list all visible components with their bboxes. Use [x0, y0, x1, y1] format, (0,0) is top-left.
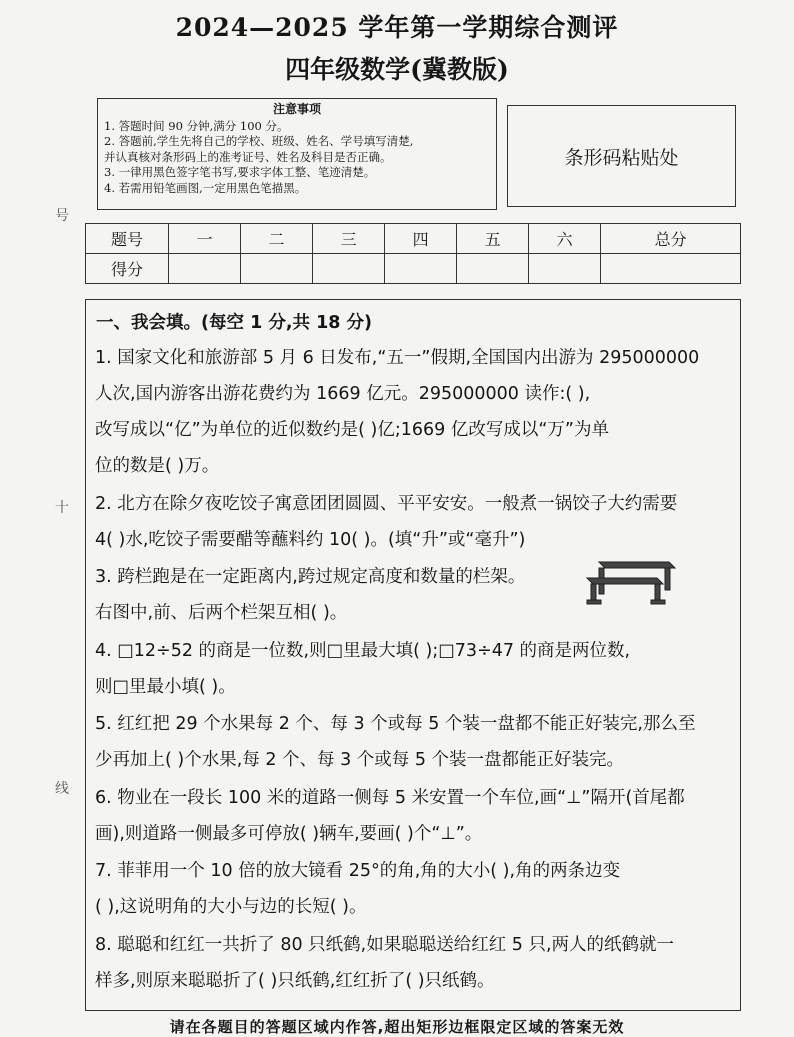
score-header-cell: 六	[529, 224, 601, 254]
notice-item: 2. 答题前,学生先将自己的学校、班级、姓名、学号填写清楚,	[104, 134, 414, 148]
question-line: 则□里最小填( )。	[95, 677, 236, 697]
question-line: 位的数是( )万。	[95, 456, 220, 476]
score-header-cell: 四	[385, 224, 457, 254]
question-line: 3. 跨栏跑是在一定距离内,跨过规定高度和数量的栏架。	[95, 567, 526, 587]
footer-note: 请在各题目的答题区域内作答,超出矩形边框限定区域的答案无效	[169, 1018, 625, 1036]
notice-item: 并认真核对条形码上的准考证号、姓名及科目是否正确。	[104, 149, 392, 164]
score-table-header-row	[86, 224, 741, 254]
score-cell[interactable]	[169, 254, 241, 284]
section-heading: 一、我会填。(每空 1 分,共 18 分)	[96, 313, 373, 333]
question-line: 7. 菲菲用一个 10 倍的放大镜看 25°的角,角的大小( ),角的两条边变	[95, 861, 621, 881]
question-line: 右图中,前、后两个栏架互相( )。	[95, 603, 348, 623]
score-cell[interactable]	[601, 254, 741, 284]
score-header-cell: 二	[241, 224, 313, 254]
score-table	[85, 223, 741, 284]
notice-box	[97, 98, 497, 210]
score-header-cell: 总分	[601, 224, 741, 254]
barcode-area	[507, 105, 736, 207]
score-cell[interactable]	[313, 254, 385, 284]
score-table-score-row	[86, 254, 741, 284]
notice-heading: 注意事项	[272, 102, 321, 116]
question-line: ( ),这说明角的大小与边的长短( )。	[95, 897, 367, 917]
margin-mark: 十	[55, 500, 69, 516]
score-header-cell: 题号	[86, 224, 169, 254]
score-cell[interactable]	[385, 254, 457, 284]
score-cell[interactable]	[241, 254, 313, 284]
question-line: 画),则道路一侧最多可停放( )辆车,要画( )个“⊥”。	[95, 824, 483, 844]
question-line: 6. 物业在一段长 100 米的道路一侧每 5 米安置一个车位,画“⊥”隔开(首尾都	[95, 788, 685, 808]
notice-item: 1. 答题时间 90 分钟,满分 100 分。	[104, 118, 289, 133]
score-row-label: 得分	[86, 254, 169, 284]
exam-title: 2024—2025 学年第一学期综合测评	[175, 13, 619, 42]
score-header-cell: 五	[457, 224, 529, 254]
hurdle-illustration	[585, 548, 685, 606]
notice-item: 3. 一律用黑色签字笔书写,要求字体工整、笔迹清楚。	[104, 165, 376, 179]
question-line: 8. 聪聪和红红一共折了 80 只纸鹤,如果聪聪送给红红 5 只,两人的纸鹤就一	[95, 935, 675, 955]
question-line: 2. 北方在除夕夜吃饺子寓意团团圆圆、平平安安。一般煮一锅饺子大约需要	[95, 494, 678, 514]
score-cell[interactable]	[457, 254, 529, 284]
barcode-label: 条形码粘贴处	[564, 146, 679, 169]
question-line: 1. 国家文化和旅游部 5 月 6 日发布,“五一”假期,全国国内出游为 295000000	[95, 348, 700, 368]
question-line: 人次,国内游客出游花费约为 1669 亿元。295000000 读作:( ),	[95, 384, 591, 404]
margin-mark: 线	[55, 781, 69, 797]
notice-item: 4. 若需用铅笔画图,一定用黑色笔描黑。	[104, 180, 307, 195]
margin-mark: 号	[55, 208, 69, 224]
question-line: 改写成以“亿”为单位的近似数约是( )亿;1669 亿改写成以“万”为单	[95, 420, 609, 440]
score-header-cell: 一	[169, 224, 241, 254]
question-line: 样多,则原来聪聪折了( )只纸鹤,红红折了( )只纸鹤。	[95, 971, 495, 991]
exam-subtitle: 四年级数学(冀教版)	[285, 55, 509, 84]
question-line: 4( )水,吃饺子需要醋等蘸料约 10( )。(填“升”或“毫升”)	[95, 530, 526, 550]
question-line: 5. 红红把 29 个水果每 2 个、每 3 个或每 5 个装一盘都不能正好装完,那么至	[95, 714, 696, 734]
score-header-cell: 三	[313, 224, 385, 254]
question-line: 4. □12÷52 的商是一位数,则□里最大填( );□73÷47 的商是两位数,	[95, 641, 631, 661]
score-cell[interactable]	[529, 254, 601, 284]
question-line: 少再加上( )个水果,每 2 个、每 3 个或每 5 个装一盘都能正好装完。	[95, 750, 625, 770]
